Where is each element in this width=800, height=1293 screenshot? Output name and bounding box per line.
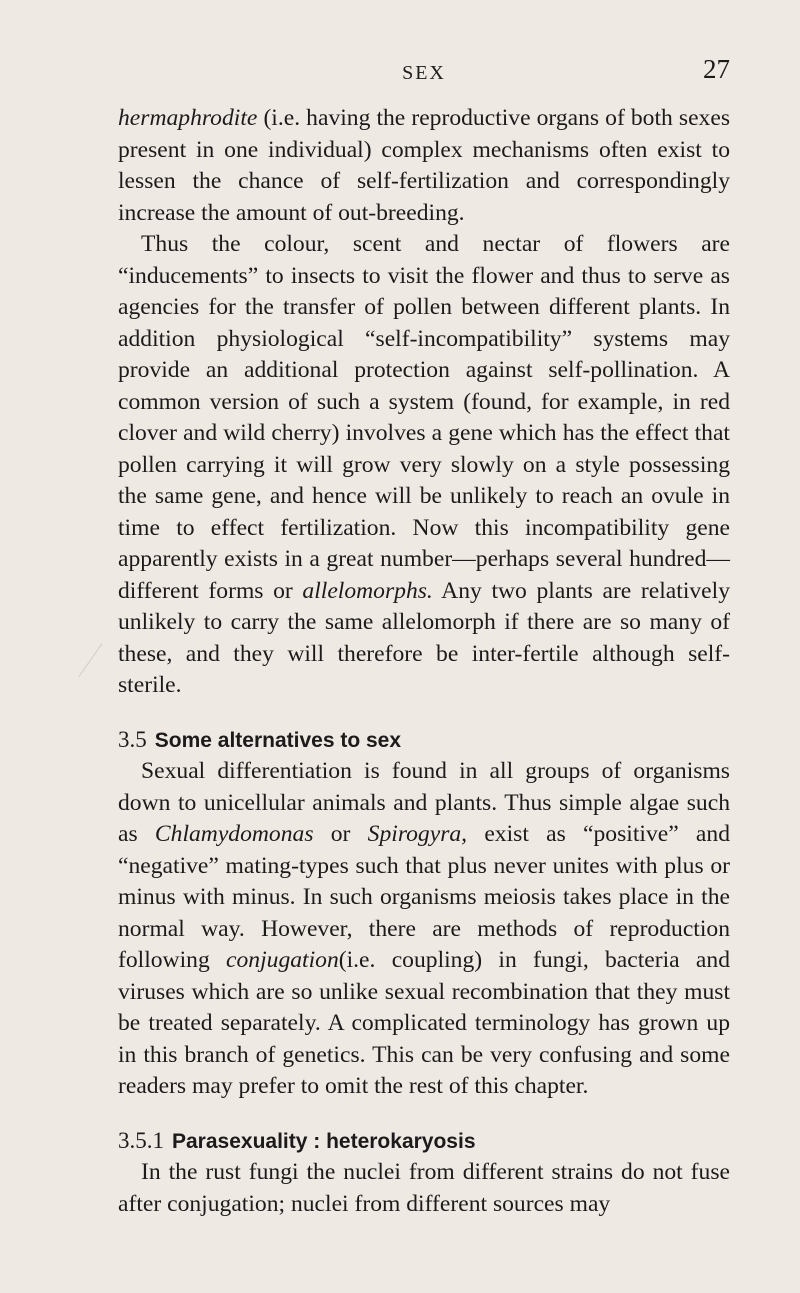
section-number: 3.5.1 (118, 1127, 164, 1153)
paragraph-flowers (118, 229, 730, 702)
paragraph-text: (i.e. having the reproductive organs of both sexes present in one individual) complex mechanisms often exist to lessen the chance of self-fertilization and correspondingly increase the amount of out-breeding. (118, 105, 730, 226)
term-allelomorphs: allelomorphs. (302, 577, 433, 604)
section-title: Some alternatives to sex (154, 728, 402, 752)
paragraph-text: Any two plants are relatively unlikely to carry the same allelomorph if there are so many of these, and they will therefore be inter-fertile although self-sterile. (118, 577, 730, 698)
term-chlamydomonas: Chlamydomonas (154, 821, 314, 847)
section-number: 3.5 (118, 726, 147, 752)
section-title: Parasexuality : heterokaryosis (172, 1129, 476, 1153)
term-hermaphrodite: hermaphrodite (118, 105, 258, 131)
paragraph-text: Thus the colour, scent and nectar of flowers are “inducements” to insects to visit the flower and thus to serve as agencies for the transfer of pollen between different plants. In addition physiological “self-incompatibility” systems may provide an additional protection against self-pollination. A common version of such a system (found, for example, in red clover and wild cherry) involves a gene which has the effect that pollen carrying it will grow very slowly on a style possessing the same gene, and hence will be unlikely to reach an ovule in time to effect fertilization. Now this incompatibility gene apparently exists in a great number—perhaps several hundred—different forms or (118, 231, 730, 604)
term-conjugation: conjugation (226, 947, 339, 973)
margin-smudge (79, 643, 103, 676)
paragraph-hermaphrodite (118, 103, 730, 229)
running-head: SEX (402, 62, 446, 84)
paragraph-text: exist as “positive” and “negative” mating-types such that plus never unites with plus or minus with minus. In such organisms meiosis takes place in the normal way. However, there are methods of reproduction following (118, 821, 730, 973)
paragraph-text: Sexual differentiation is found in all groups of organisms down to unicellular animals and plants. Thus simple algae such as (118, 758, 730, 847)
term-spirogyra: Spirogyra, (367, 821, 468, 847)
page-header (118, 54, 730, 94)
paragraph-text: or (313, 821, 368, 847)
paragraph-sexual-differentiation (118, 756, 730, 1103)
paragraph-rust-fungi (118, 1157, 730, 1220)
section-heading-3-5 (118, 724, 730, 757)
paragraph-text: (i.e. coupling) in fungi, bacteria and viruses which are so unlike sexual recombination that they must be treated separately. A complicated terminology has grown up in this branch of genetics. This can be very confusing and some readers may prefer to omit the rest of this chapter. (118, 947, 730, 1099)
section-heading-3-5-1 (118, 1125, 730, 1158)
page-number: 27 (703, 54, 730, 84)
page-body (118, 103, 730, 1220)
paragraph-text: In the rust fungi the nuclei from different strains do not fuse after conjugation; nuclei from different sources may (118, 1159, 730, 1217)
